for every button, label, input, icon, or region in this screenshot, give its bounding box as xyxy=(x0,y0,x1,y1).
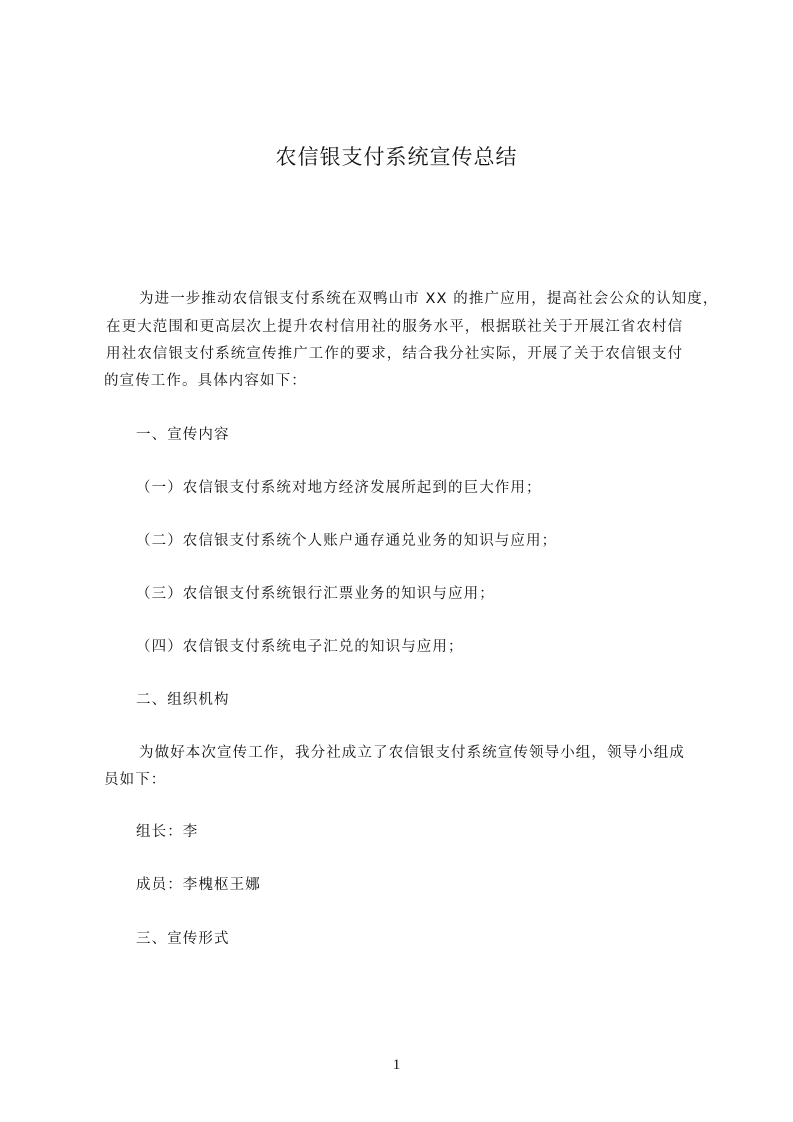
organization-paragraph-line: 员如下： xyxy=(104,772,167,788)
section-heading-content: 一、宣传内容 xyxy=(136,427,230,443)
intro-line: 用社农信银支付系统宣传推广工作的要求，结合我分社实际，开展了关于农信银支付 xyxy=(106,346,684,362)
intro-line: 的宣传工作。具体内容如下： xyxy=(104,373,307,389)
document-title: 农信银支付系统宣传总结 xyxy=(275,145,518,169)
content-item: （二）农信银支付系统个人账户通存通兑业务的知识与应用； xyxy=(136,533,558,549)
section-heading-organization: 二、组织机构 xyxy=(136,692,230,708)
group-members: 成员：李槐枢王娜 xyxy=(136,877,261,893)
intro-line: 为进一步推动农信银支付系统在双鸭山市 XX 的推广应用，提高社会公众的认知度， xyxy=(139,291,719,307)
page-number: 1 xyxy=(392,1057,401,1073)
content-item: （四）农信银支付系统电子汇兑的知识与应用； xyxy=(136,639,464,655)
section-heading-format: 三、宣传形式 xyxy=(136,931,230,947)
content-item: （三）农信银支付系统银行汇票业务的知识与应用； xyxy=(136,586,495,602)
content-item: （一）农信银支付系统对地方经济发展所起到的巨大作用； xyxy=(136,480,542,496)
intro-line: 在更大范围和更高层次上提升农村信用社的服务水平，根据联社关于开展江省农村信 xyxy=(106,319,684,335)
organization-paragraph-line: 为做好本次宣传工作，我分社成立了农信银支付系统宣传领导小组，领导小组成 xyxy=(139,745,685,761)
group-leader: 组长：李 xyxy=(136,824,199,840)
